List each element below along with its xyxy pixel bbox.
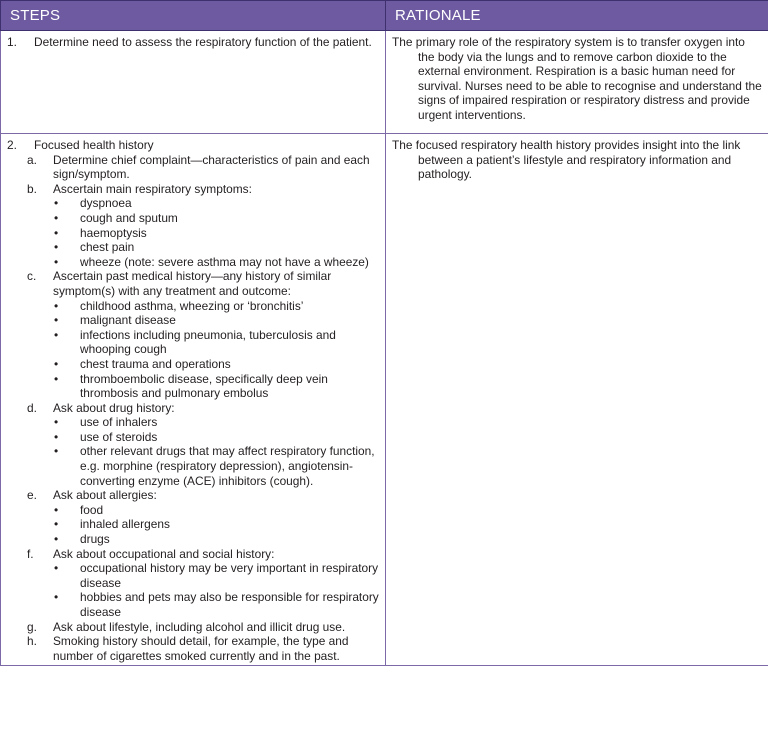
bullet-text: chest pain [80, 240, 135, 255]
step-number: 1. [7, 35, 17, 49]
bullet-text: infections including pneumonia, tuberculosis and whooping cough [80, 327, 336, 357]
list-item [53, 328, 379, 357]
rationale-cell [386, 31, 768, 134]
list-item [53, 226, 379, 241]
bullet-text: thromboembolic disease, specifically deep vein thrombosis and pulmonary embolus [80, 371, 328, 401]
step-cell [1, 134, 386, 666]
step-item [7, 35, 379, 50]
bullet-icon: • [54, 313, 59, 328]
step-text: Determine need to assess the respiratory function of the patient. [34, 35, 372, 49]
sub-item [27, 269, 379, 400]
bullet-list [53, 415, 379, 488]
step-text: Focused health history [34, 138, 154, 152]
sub-item [27, 620, 379, 635]
bullet-icon: • [54, 240, 59, 255]
sub-item [27, 182, 379, 270]
bullet-text: occupational history may be very important in respiratory disease [80, 561, 379, 590]
bullet-icon: • [54, 210, 59, 225]
sub-item-text: Ask about occupational and social history: [53, 546, 275, 561]
bullet-list [53, 299, 379, 401]
sub-item-text: Determine chief complaint—characteristics of pain and each sign/symptom. [53, 152, 370, 182]
bullet-icon: • [54, 196, 59, 211]
sub-item-letter: h. [27, 634, 37, 649]
bullet-icon: • [54, 429, 59, 444]
bullet-icon: • [54, 444, 59, 459]
sub-item-letter: d. [27, 400, 37, 415]
sub-item-body [53, 620, 379, 635]
header-row [1, 1, 768, 31]
list-item [53, 211, 379, 226]
list-item [53, 415, 379, 430]
bullet-icon: • [54, 590, 59, 605]
bullet-list [53, 561, 379, 619]
bullet-icon: • [54, 517, 59, 532]
bullet-text: wheeze (note: severe asthma may not have a wheeze) [80, 254, 369, 269]
bullet-text: childhood asthma, wheezing or ‘bronchitis’ [80, 298, 304, 313]
list-item [53, 590, 379, 619]
bullet-text: chest trauma and operations [80, 356, 231, 371]
sub-item-body [53, 488, 379, 546]
table-row [1, 134, 768, 666]
steps-header: STEPS [1, 1, 386, 31]
table-row [1, 31, 768, 134]
step-item [7, 138, 379, 153]
bullet-text: cough and sputum [80, 210, 178, 225]
rationale-header: RATIONALE [386, 1, 768, 31]
bullet-icon: • [54, 502, 59, 517]
sub-item-letter: e. [27, 488, 37, 503]
sub-item-body [53, 401, 379, 489]
list-item [53, 517, 379, 532]
bullet-text: haemoptysis [80, 225, 147, 240]
bullet-text: food [80, 502, 104, 517]
bullet-text: other relevant drugs that may affect respiratory function, e.g. morphine (respiratory depression), angiotensin-converting enzyme (ACE) inhibitors (cough). [80, 444, 375, 488]
sub-item-letter: a. [27, 152, 37, 167]
list-item [53, 313, 379, 328]
sub-item-text: Ask about lifestyle, including alcohol and illicit drug use. [53, 619, 346, 634]
bullet-text: inhaled allergens [80, 517, 170, 532]
step-number: 2. [7, 138, 17, 152]
list-item [53, 561, 379, 590]
list-item [53, 430, 379, 445]
rationale-cell [386, 134, 768, 666]
bullet-text: dyspnoea [80, 196, 132, 211]
bullet-icon: • [54, 356, 59, 371]
rationale-text: The focused respiratory health history provides insight into the link between a patient’s lifestyle and respiratory information and pathology. [392, 138, 741, 182]
bullet-text: use of steroids [80, 429, 158, 444]
sub-item-text: Ascertain past medical history—any history of similar symptom(s) with any treatment and outcome: [53, 269, 332, 298]
bullet-icon: • [54, 561, 59, 576]
bullet-list [53, 196, 379, 269]
sub-item [27, 634, 379, 663]
sub-item-text: Ask about drug history: [53, 400, 175, 415]
sub-item-body [53, 182, 379, 270]
list-item [53, 255, 379, 270]
rationale-text: The primary role of the respiratory system is to transfer oxygen into the body via the lungs and to remove carbon dioxide to the external environment. Respiration is a basic human need for survival. Nurses need to be able to recognise and understand the signs of impaired respiration or respiratory distress and provide urgent interventions. [392, 35, 762, 122]
sub-item [27, 153, 379, 182]
bullet-text: use of inhalers [80, 415, 158, 430]
bullet-text: malignant disease [80, 313, 176, 328]
sub-item-body [53, 153, 379, 182]
list-item [53, 503, 379, 518]
list-item [53, 299, 379, 314]
sub-item-body [53, 269, 379, 400]
bullet-icon: • [54, 371, 59, 386]
sub-item-letter: g. [27, 619, 37, 634]
sub-item-text: Ascertain main respiratory symptoms: [53, 181, 252, 196]
bullet-icon: • [54, 254, 59, 269]
sub-item-text: Smoking history should detail, for example, the type and number of cigarettes smoked currently and in the past. [53, 634, 349, 663]
sub-item-body [53, 547, 379, 620]
bullet-list [53, 503, 379, 547]
sub-item-letter: f. [27, 546, 34, 561]
list-item [53, 532, 379, 547]
list-item [53, 444, 379, 488]
bullet-icon: • [54, 298, 59, 313]
list-item [53, 240, 379, 255]
bullet-text: hobbies and pets may also be responsible for respiratory disease [80, 590, 379, 619]
bullet-icon: • [54, 415, 59, 430]
bullet-icon: • [54, 225, 59, 240]
list-item [53, 196, 379, 211]
sub-item [27, 488, 379, 546]
bullet-icon: • [54, 532, 59, 547]
sub-item [27, 401, 379, 489]
sub-item [27, 547, 379, 620]
list-item [53, 372, 379, 401]
sub-item-list [7, 153, 379, 664]
bullet-icon: • [54, 327, 59, 342]
sub-item-letter: c. [27, 269, 37, 284]
bullet-text: drugs [80, 532, 110, 547]
sub-item-letter: b. [27, 181, 37, 196]
list-item [53, 357, 379, 372]
sub-item-text: Ask about allergies: [53, 488, 157, 503]
sub-item-body [53, 634, 379, 663]
step-cell [1, 31, 386, 134]
